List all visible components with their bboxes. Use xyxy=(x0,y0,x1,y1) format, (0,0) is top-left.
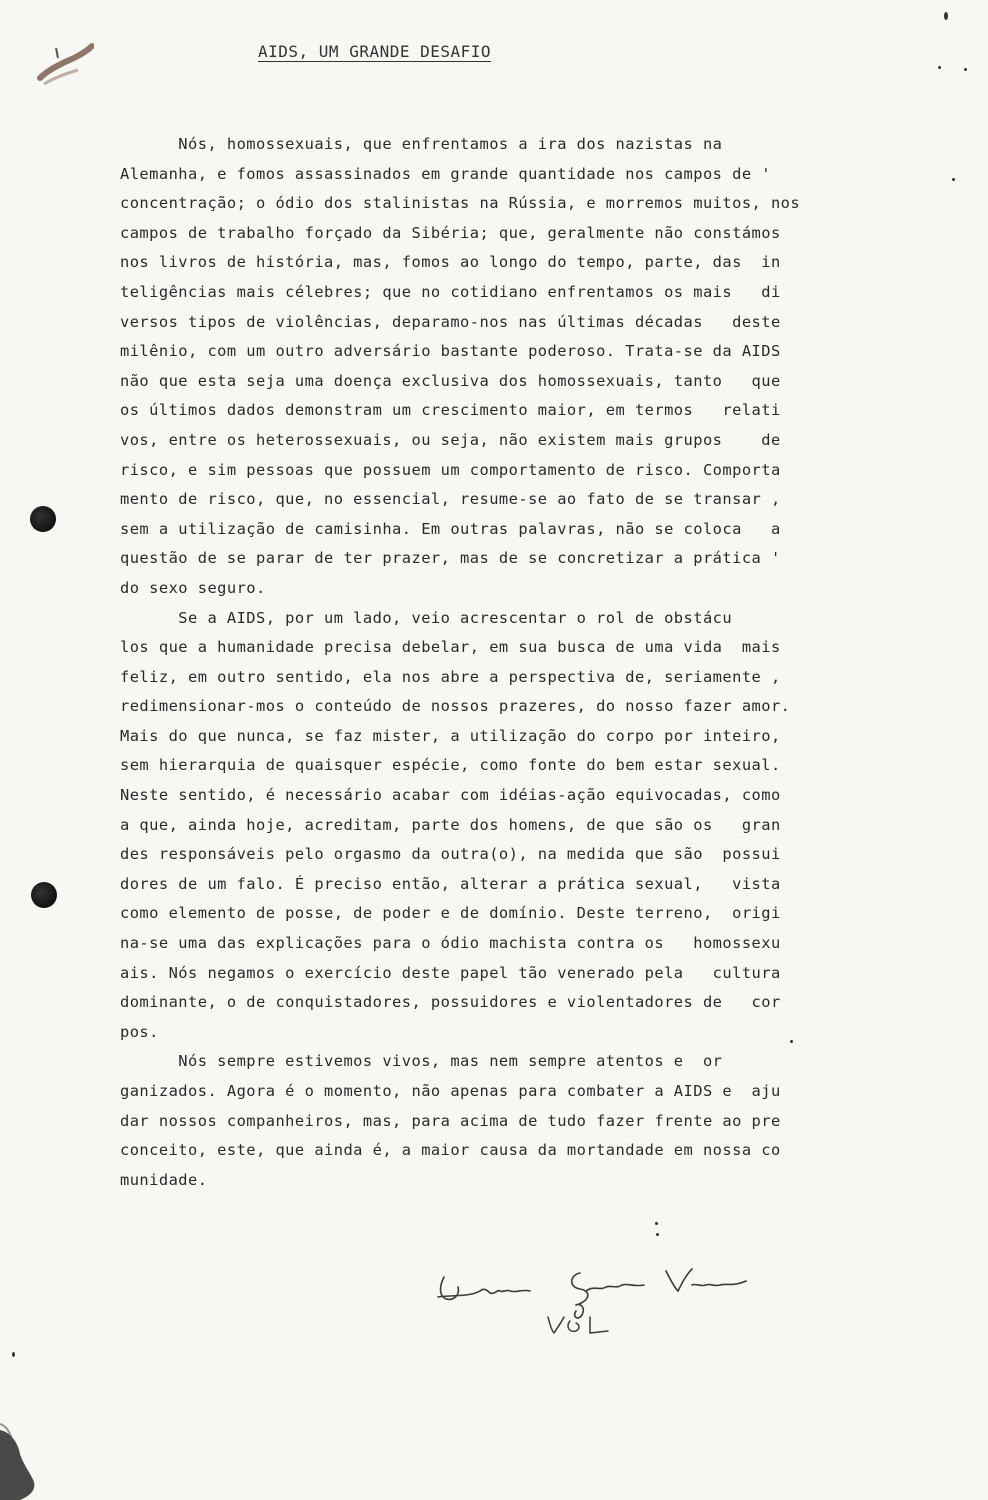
text-line: risco, e sim pessoas que possuem um comportamento de risco. Comporta xyxy=(120,460,781,479)
text-line: nos livros de história, mas, fomos ao longo do tempo, parte, das in xyxy=(120,253,781,272)
text-line: conceito, este, que ainda é, a maior causa da mortandade em nossa co xyxy=(120,1141,781,1160)
text-line: questão de se parar de ter prazer, mas de se concretizar a prática ' xyxy=(120,549,781,568)
text-line: como elemento de posse, de poder e de domínio. Deste terreno, origi xyxy=(120,904,781,923)
text-line: concentração; o ódio dos stalinistas na Rússia, e morremos muitos, nos xyxy=(120,194,801,213)
text-line: milênio, com um outro adversário bastante poderoso. Trata-se da AIDS xyxy=(120,342,781,361)
stray-mark xyxy=(964,68,967,71)
text-line: campos de trabalho forçado da Sibéria; que, geralmente não constámos xyxy=(120,223,781,242)
text-line: Neste sentido, é necessário acabar com idéias-ação equivocadas, como xyxy=(120,786,781,805)
text-line: dar nossos companheiros, mas, para acima de tudo fazer frente ao pre xyxy=(120,1111,781,1130)
text-line: Se a AIDS, por um lado, veio acrescentar o rol de obstácu xyxy=(120,608,733,627)
stray-mark xyxy=(656,1233,659,1236)
text-line: os últimos dados demonstram um crescimento maior, em termos relati xyxy=(120,401,781,420)
text-line: des responsáveis pelo orgasmo da outra(o), na medida que são possui xyxy=(120,845,781,864)
text-line: Nós sempre estivemos vivos, mas nem sempre atentos e or xyxy=(120,1052,723,1071)
stray-mark xyxy=(655,1222,658,1225)
text-line: ais. Nós negamos o exercício deste papel tão venerado pela cultura xyxy=(120,963,781,982)
ink-smudge xyxy=(34,40,94,90)
text-line: los que a humanidade precisa debelar, em sua busca de uma vida mais xyxy=(120,638,781,657)
punch-hole xyxy=(31,882,57,908)
document-title: AIDS, UM GRANDE DESAFIO xyxy=(258,42,492,61)
stray-mark xyxy=(938,66,941,69)
text-line: redimensionar-mos o conteúdo de nossos prazeres, do nosso fazer amor. xyxy=(120,697,791,716)
stray-mark xyxy=(12,1352,15,1357)
text-line: na-se uma das explicações para o ódio machista contra os homossexu xyxy=(120,934,781,953)
text-line: Alemanha, e fomos assassinados em grande quantidade nos campos de ' xyxy=(120,164,771,183)
text-line: munidade. xyxy=(120,1170,208,1189)
text-line: dominante, o de conquistadores, possuidores e violentadores de cor xyxy=(120,993,781,1012)
text-line: ganizados. Agora é o momento, não apenas para combater a AIDS e aju xyxy=(120,1082,781,1100)
text-line: não que esta seja uma doença exclusiva dos homossexuais, tanto que xyxy=(120,371,781,390)
text-line: sem hierarquia de quaisquer espécie, como fonte do bem estar sexual. xyxy=(120,756,781,775)
text-line: a que, ainda hoje, acreditam, parte dos homens, de que são os gran xyxy=(120,815,781,834)
text-line: vos, entre os heterossexuais, ou seja, não existem mais grupos de xyxy=(120,430,781,449)
punch-hole xyxy=(30,506,56,532)
stray-mark xyxy=(790,1040,793,1043)
edge-damage xyxy=(0,1420,60,1500)
document-body xyxy=(120,130,932,1195)
text-line: Mais do que nunca, se faz mister, a utilização do corpo por inteiro, xyxy=(120,726,781,745)
text-line: teligências mais célebres; que no cotidiano enfrentamos os mais di xyxy=(120,282,781,301)
text-line: feliz, em outro sentido, ela nos abre a perspectiva de, seriamente , xyxy=(120,667,781,686)
text-line: versos tipos de violências, deparamo-nos nas últimas décadas deste xyxy=(120,312,781,331)
handwritten-signature xyxy=(430,1255,760,1345)
stray-mark xyxy=(944,12,948,20)
text-line: do sexo seguro. xyxy=(120,578,266,597)
text-line: dores de um falo. É preciso então, alterar a prática sexual, vista xyxy=(120,874,781,893)
text-line: mento de risco, que, no essencial, resume-se ao fato de se transar , xyxy=(120,490,781,509)
text-line: sem a utilização de camisinha. Em outras palavras, não se coloca a xyxy=(120,519,781,538)
text-line: Nós, homossexuais, que enfrentamos a ira dos nazistas na xyxy=(120,135,723,153)
text-line: pos. xyxy=(120,1022,159,1041)
stray-mark xyxy=(952,178,955,181)
